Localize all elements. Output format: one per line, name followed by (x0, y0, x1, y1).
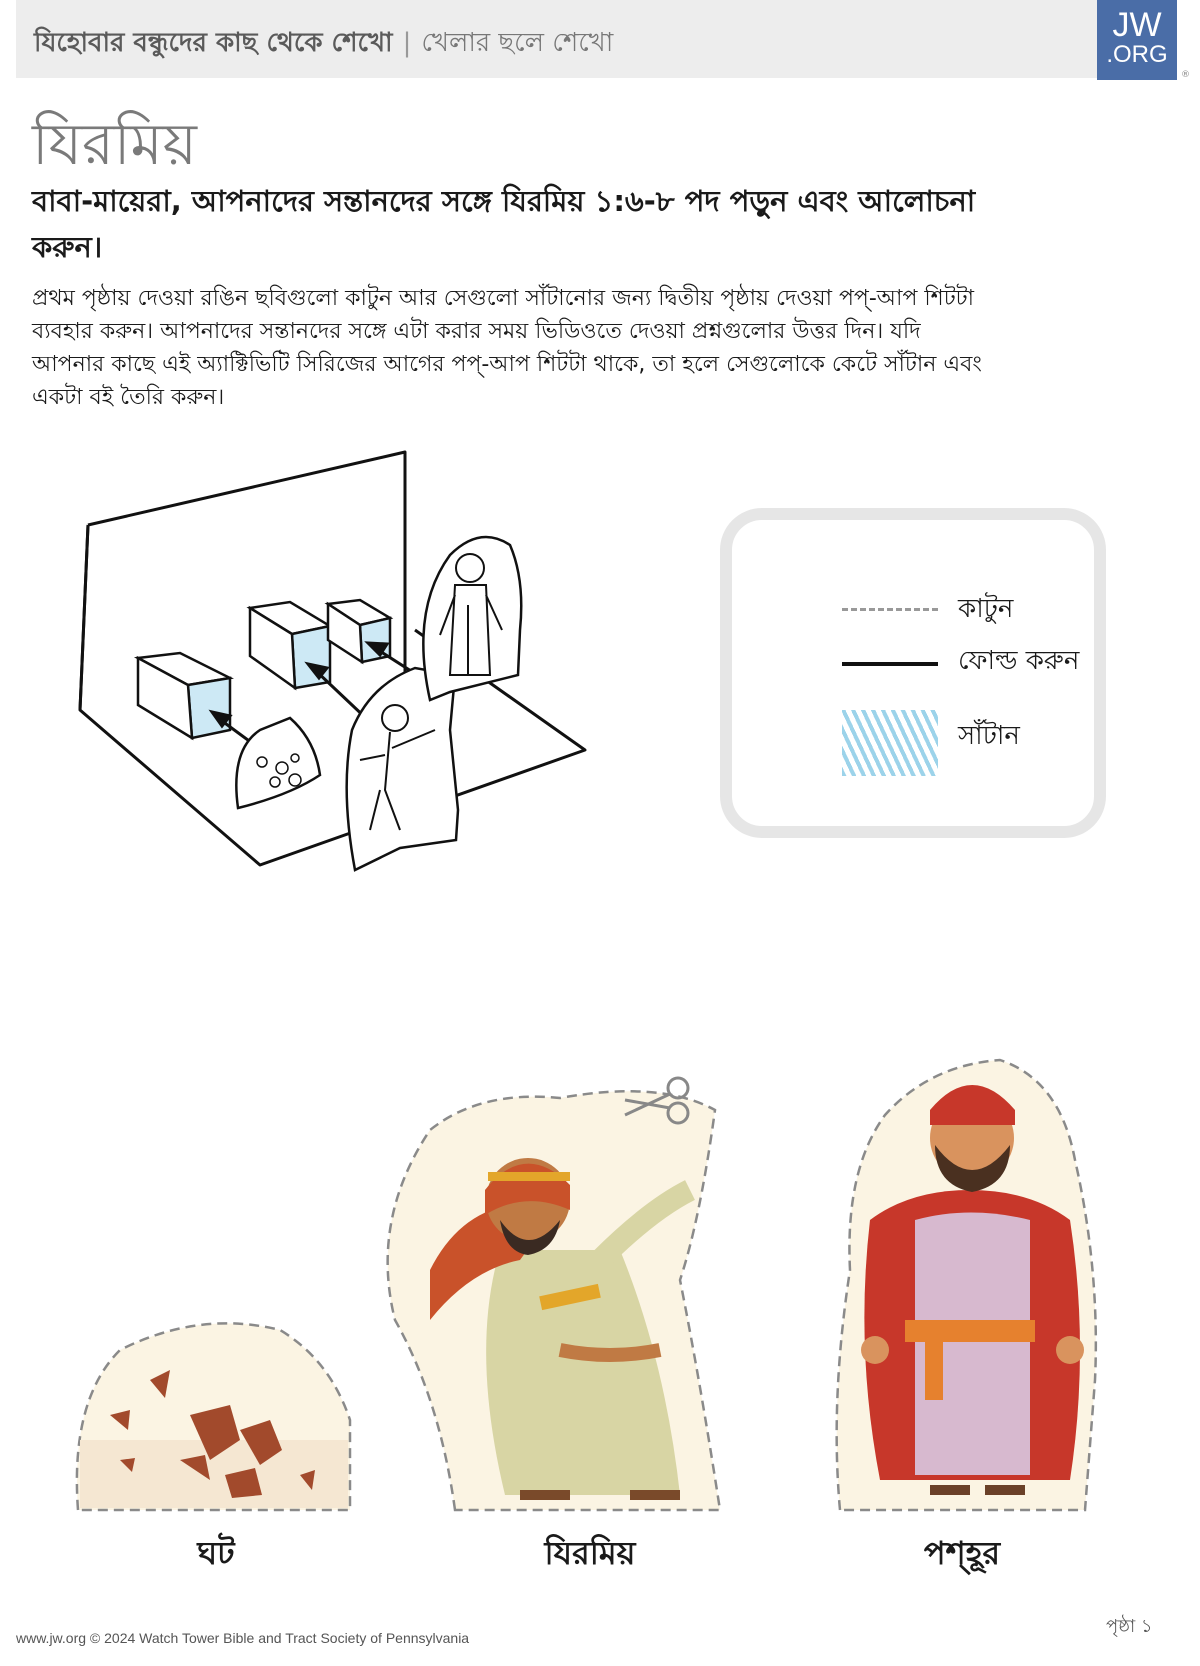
header-separator: | (402, 28, 412, 58)
logo-jw: JW (1112, 6, 1162, 44)
jw-org-logo[interactable] (1097, 0, 1177, 80)
header-bar (16, 0, 1111, 78)
fold-box-1 (138, 653, 230, 738)
legend-glue-label: সাঁটান (958, 721, 1020, 751)
subseries-title[interactable]: খেলার ছলে শেখো (421, 28, 614, 58)
page-number: পৃষ্ঠা ১ (1106, 1616, 1153, 1637)
popup-assembly-diagram (70, 430, 630, 880)
page-title: যিরমিয় (32, 110, 197, 178)
legend-glue-swatch (842, 710, 938, 776)
legend-fold-line (842, 662, 938, 666)
footer-copyright[interactable]: www.jw.org © 2024 Watch Tower Bible and Tract Society of Pennsylvania (16, 1630, 470, 1646)
instructions-text: প্রথম পৃষ্ঠায় দেওয়া রঙিন ছবিগুলো কাটুন আর সেগুলো সাঁটানোর জন্য দ্বিতীয় পৃষ্ঠায় দেওয়া পপ্‌-আপ শিটটা ব্যবহার করুন। আপনাদের সন্তানদের সঙ্গে এটা করার সময় ভিডিওতে দেওয়া প্রশ্নগুলোর উত্তর দিন। যদি আপনার কাছে এই অ্যাক্টিভিটি সিরিজের আগের পপ্‌-আপ শিটটা থাকে, তা হলে সেগুলোকে কেটে সাঁটান এবং একটা বই তৈরি করুন। (32, 286, 982, 410)
color-cutouts (0, 1020, 1200, 1520)
registered-mark: ® (1181, 70, 1190, 80)
series-title[interactable]: যিহোবার বন্ধুদের কাছ থেকে শেখো (34, 28, 393, 58)
jeremiah-cutout-outline (347, 668, 458, 870)
logo-org: .ORG (1106, 41, 1168, 68)
legend-box (720, 508, 1106, 838)
page-subtitle: বাবা-মায়েরা, আপনাদের সন্তানদের সঙ্গে যিরমিয় ১:৬-৮ পদ পড়ুন এবং আলোচনা করুন। (32, 184, 976, 264)
legend-cut-line (842, 608, 938, 611)
pot-cutout[interactable] (77, 1323, 350, 1510)
cutout-label-pot: ঘট (197, 1534, 235, 1572)
cutout-label-jeremiah: যিরমিয় (544, 1534, 636, 1572)
header-breadcrumb (34, 22, 613, 66)
cutout-label-pashhur: পশ্‌হূর (923, 1534, 1001, 1572)
legend-fold-label: ফোল্ড করুন (958, 646, 1080, 676)
legend-cut-label: কাটুন (958, 594, 1014, 624)
pashhur-cutout[interactable] (837, 1060, 1096, 1510)
jeremiah-cutout[interactable] (388, 1078, 720, 1510)
